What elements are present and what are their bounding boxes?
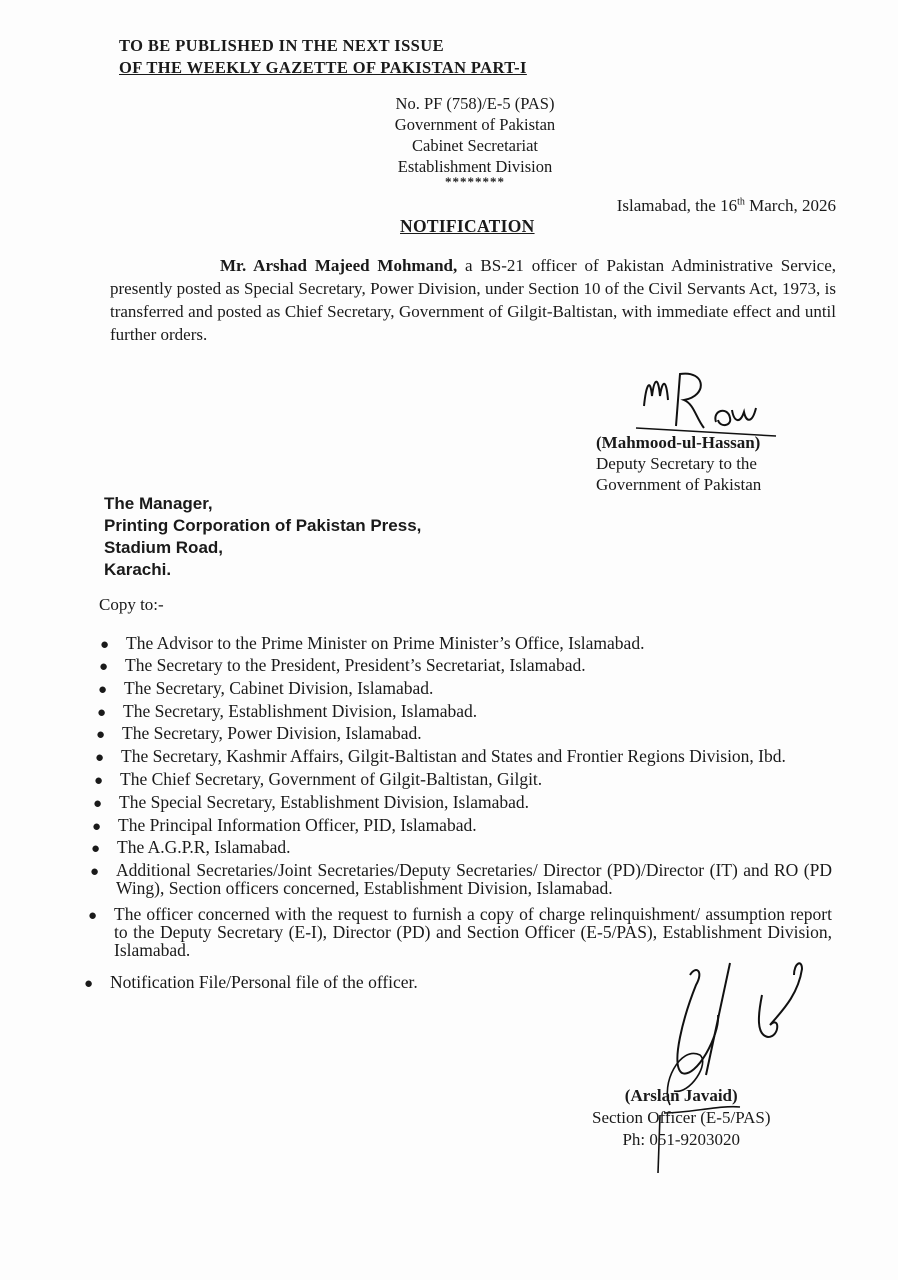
bullet-icon: ● [100,637,110,653]
bullet-icon: ● [95,750,105,766]
separator-stars: ******** [445,174,505,189]
bullet-icon: ● [94,773,104,789]
copy-list-item: ● The Advisor to the Prime Minister on Prime Minister’s Office, Islamabad. [100,633,645,653]
bullet-icon: ● [88,908,98,924]
signatory-1-block [596,432,761,495]
officer-name: Mr. Arshad Majeed Mohmand, [220,256,458,275]
signatory-2-block [592,1085,770,1151]
addressee-line-2: Printing Corporation of Pakistan Press, [104,516,422,535]
signatory-1-name: (Mahmood-ul-Hassan) [596,433,761,452]
bullet-icon: ● [84,976,94,992]
division-name: Establishment Division [397,157,553,176]
signatory-1-designation: Deputy Secretary to the [596,454,757,473]
bullet-icon: ● [93,796,103,812]
copy-list-item: ● The A.G.P.R, Islamabad. [91,837,291,857]
addressee-line-3: Stadium Road, [104,538,224,557]
gazette-line-1: TO BE PUBLISHED IN THE NEXT ISSUE [119,36,444,55]
reference-number: No. PF (758)/E-5 (PAS) [395,94,555,113]
date-line: Islamabad, the 16th March, 2026 [616,196,836,215]
gazette-line-2: OF THE WEEKLY GAZETTE OF PAKISTAN PART-I [119,58,527,77]
signatory-2-name: (Arslan Javaid) [624,1086,738,1105]
bullet-icon: ● [91,841,101,857]
copy-list-item: ● The Secretary to the President, President’s Secretariat, Islamabad. [99,655,586,675]
bullet-icon: ● [96,727,106,743]
bullet-icon: ● [98,682,108,698]
copy-list-item: ● The Principal Information Officer, PID, Islamabad. [92,815,477,835]
signatory-1-organization: Government of Pakistan [596,475,762,494]
copy-list-item: ● The Secretary, Cabinet Division, Islamabad. [98,678,434,698]
addressee-line-4: Karachi. [104,560,172,579]
signatory-2-phone: Ph: 051-9203020 [622,1130,741,1149]
signatory-2-designation: Section Officer (E-5/PAS) [592,1108,771,1127]
bullet-icon: ● [97,705,107,721]
copy-list-item: ● The Secretary, Kashmir Affairs, Gilgit-Baltistan and States and Frontier Regions Division, Ibd. [95,746,786,766]
notification-title: NOTIFICATION [400,216,535,236]
copy-list-item: ● The Chief Secretary, Government of Gilgit-Baltistan, Gilgit. [94,769,543,789]
bullet-icon: ● [99,659,109,675]
bullet-icon: ● [92,819,102,835]
copy-list-item: ● The Special Secretary, Establishment Division, Islamabad. [93,792,530,812]
secretariat-name: Cabinet Secretariat [412,136,538,155]
copy-list-item: ● The Secretary, Establishment Division, Islamabad. [97,701,478,721]
copy-list-item: ● Additional Secretaries/Joint Secretaries/Deputy Secretaries/ Director (PD)/Director (IT) and RO (PD Wing), Section officers concerned, Establishment Division, Islamabad. [90,860,832,898]
government-name: Government of Pakistan [394,115,556,134]
addressee-block [104,493,421,581]
addressee-line-1: The Manager, [104,494,213,513]
copy-to-label: Copy to:- [99,595,164,614]
copy-list-item: ● The officer concerned with the request to furnish a copy of charge relinquishment/ assumption report to the Deputy Secretary (E-I), Director (PD) and Section Officer (E-5/PAS), Establishment Division, Islamabad. [88,904,832,960]
copy-list-item: ● Notification File/Personal file of the officer. [84,972,418,992]
body-text: a BS-21 officer of Pakistan Administrative Service, presently posted as Special Secretary, Power Division, under Section 10 of the Civil Servants Act, 1973, is transferred and posted as Chief Secretary, Government of Gilgit-Baltistan, with immediate effect and until further orders. [110,256,837,344]
notification-body [110,254,836,346]
bullet-icon: ● [90,864,100,880]
copy-list-item: ● The Secretary, Power Division, Islamabad. [96,723,422,743]
